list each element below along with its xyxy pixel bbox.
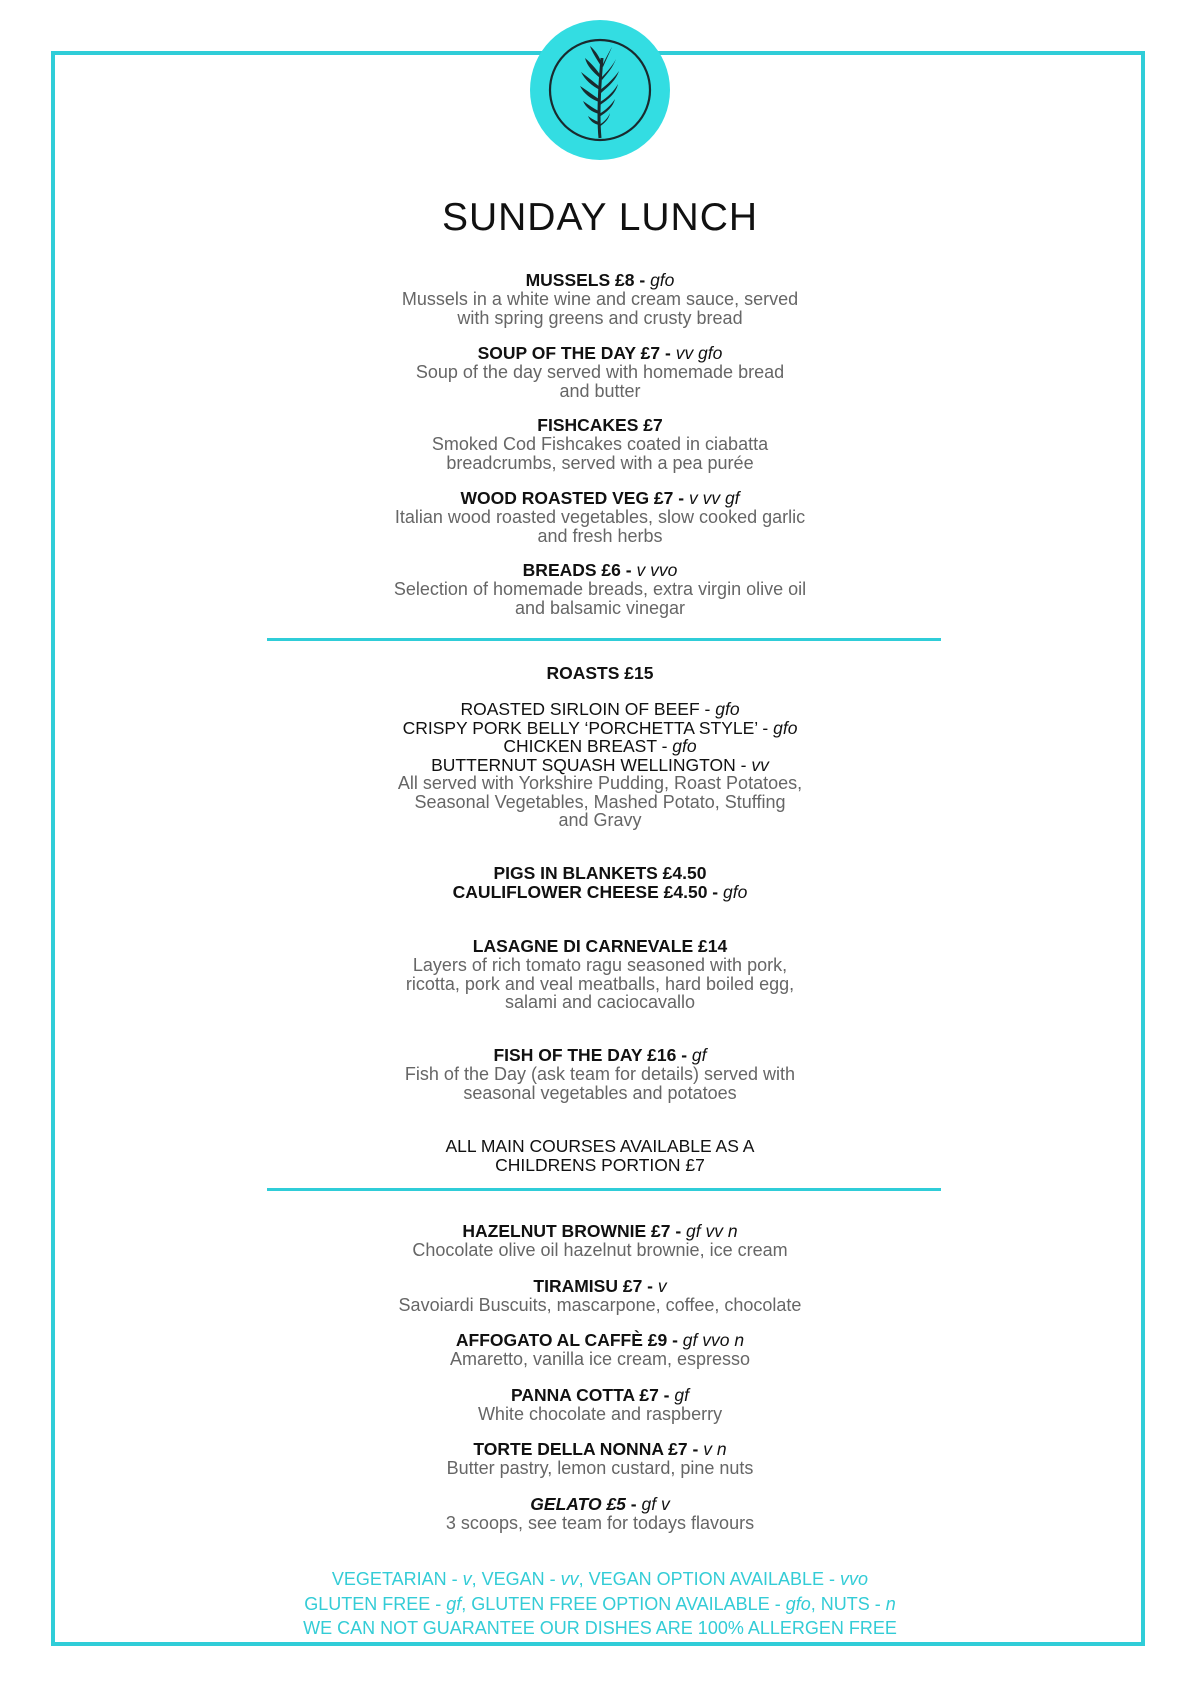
item-description: Layers of rich tomato ragu seasoned with pork, [412,955,788,975]
dessert-panna-cotta: PANNA COTTA £7 - gf White chocolate and raspberry [0,1386,1200,1424]
diet-tags: gf [674,1385,689,1405]
item-name: HAZELNUT BROWNIE £7 [462,1221,671,1241]
item-description: Mussels in a white wine and cream sauce, served [401,289,799,309]
item-name: TORTE DELLA NONNA £7 [473,1439,688,1459]
roast-item: CRISPY PORK BELLY ‘PORCHETTA STYLE’ [402,717,758,738]
item-description: Smoked Cod Fishcakes coated in ciabatta [431,434,769,454]
section-divider [267,1188,941,1191]
menu-item-fishcakes [0,416,1200,472]
roasts-description: Seasonal Vegetables, Mashed Potato, Stuffing [414,791,786,812]
allergen-line-diet: VEGETARIAN - v, VEGAN - vv, VEGAN OPTION AVAILABLE - vvo [331,1569,869,1589]
item-name: FISH OF THE DAY £16 [493,1045,677,1065]
menu-item-breads: BREADS £6 - v vvo Selection of homemade breads, extra virgin olive oil and balsamic vinegar [0,561,1200,617]
childrens-portion-note: ALL MAIN COURSES AVAILABLE AS A CHILDRENS PORTION £7 [445,1136,755,1175]
item-name: LASAGNE DI CARNEVALE £14 [472,936,728,956]
item-name: WOOD ROASTED VEG £7 [460,488,674,508]
item-name: FISHCAKES £7 [537,415,663,435]
diet-tags: gfo [650,270,675,290]
item-description: seasonal vegetables and potatoes [463,1082,737,1103]
diet-tags: gf [691,1045,707,1065]
diet-tags: v vvo [636,560,678,580]
item-description: 3 scoops, see team for todays flavours [445,1513,755,1533]
item-description: Soup of the day served with homemade bread [415,362,785,382]
logo [530,20,670,160]
diet-tags: vv [751,754,769,775]
dessert-tiramisu: TIRAMISU £7 - v Savoiardi Buscuits, mascarpone, coffee, chocolate [0,1277,1200,1315]
roasts-section [0,664,1200,683]
side-item: PIGS IN BLANKETS £4.50 [493,863,707,883]
item-name: TIRAMISU £7 [533,1276,643,1296]
item-description: Fish of the Day (ask team for details) served with [404,1064,796,1084]
diet-tags: v n [703,1439,727,1459]
diet-tags: gf vvo n [682,1330,745,1350]
dessert-affogato: AFFOGATO AL CAFFÈ £9 - gf vvo n Amaretto, vanilla ice cream, espresso [0,1331,1200,1369]
item-description: Butter pastry, lemon custard, pine nuts [446,1458,754,1478]
item-description: and fresh herbs [537,525,663,546]
item-name: BREADS £6 [522,560,621,580]
roasts-list: ROASTED SIRLOIN OF BEEF - gfo CRISPY PORK BELLY ‘PORCHETTA STYLE’ - gfo CHICKEN BREAST - gfo BUTTERNUT SQUASH WELLINGTON - vv All served with Yorkshire Pudding, Roast Potatoes, Seasonal Vegetables, Mashed Potato, Stuffing and Gravy [0,700,1200,830]
allergen-line-gluten: GLUTEN FREE - gf, GLUTEN FREE OPTION AVAILABLE - gfo, NUTS - n [304,1593,896,1614]
item-name: GELATO £5 [530,1494,626,1514]
menu-item-fish-of-the-day: FISH OF THE DAY £16 - gf Fish of the Day (ask team for details) served with seasonal vegetables and potatoes [0,1046,1200,1102]
menu-item-lasagne [0,937,1200,1012]
roasts-heading: ROASTS £15 [546,663,654,683]
item-description: ricotta, pork and veal meatballs, hard boiled egg, [405,973,795,994]
diet-tags: vv gfo [675,343,723,363]
allergen-key [0,1567,1200,1641]
diet-tags: gfo [715,699,740,719]
item-description: breadcrumbs, served with a pea purée [446,452,754,473]
diet-tags: v vv gf [688,488,740,508]
item-name: SOUP OF THE DAY £7 [477,343,661,363]
item-description: and balsamic vinegar [514,597,686,618]
diet-tags: gfo [723,882,748,902]
item-description: Selection of homemade breads, extra virgin olive oil [393,579,807,599]
dessert-torte-della-nonna: TORTE DELLA NONNA £7 - v n Butter pastry, lemon custard, pine nuts [0,1440,1200,1478]
dessert-gelato: GELATO £5 - gf v 3 scoops, see team for todays flavours [0,1495,1200,1533]
menu-item-soup: SOUP OF THE DAY £7 - vv gfo Soup of the day served with homemade bread and butter [0,344,1200,400]
item-description: White chocolate and raspberry [477,1404,723,1424]
roast-item: ROASTED SIRLOIN OF BEEF [460,699,700,719]
item-description: Amaretto, vanilla ice cream, espresso [449,1349,751,1369]
side-item: CAULIFLOWER CHEESE £4.50 [452,882,708,902]
item-name: AFFOGATO AL CAFFÈ £9 [455,1330,668,1350]
dessert-hazelnut-brownie: HAZELNUT BROWNIE £7 - gf vv n Chocolate olive oil hazelnut brownie, ice cream [0,1222,1200,1260]
rosemary-sprig-icon [530,20,670,160]
diet-tags: gfo [773,717,798,738]
diet-tags: v [657,1276,667,1296]
item-description: Italian wood roasted vegetables, slow cooked garlic [394,507,806,527]
roast-item: BUTTERNUT SQUASH WELLINGTON [431,754,736,775]
item-description: Savoiardi Buscuits, mascarpone, coffee, chocolate [398,1295,802,1315]
sides-section: PIGS IN BLANKETS £4.50 CAULIFLOWER CHEESE £4.50 - gfo [452,863,748,902]
roasts-description: All served with Yorkshire Pudding, Roast Potatoes, [397,773,803,793]
allergen-disclaimer: WE CAN NOT GUARANTEE OUR DISHES ARE 100% ALLERGEN FREE [303,1618,897,1638]
item-name: MUSSELS £8 [525,270,635,290]
menu-item-mussels: MUSSELS £8 - gfo Mussels in a white wine and cream sauce, served with spring greens and crusty bread [0,271,1200,327]
roasts-description: and Gravy [558,810,642,830]
item-description: salami and caciocavallo [504,992,696,1012]
item-description: Chocolate olive oil hazelnut brownie, ice cream [412,1240,788,1260]
item-description: and butter [559,380,641,401]
diet-tags: gf vv n [686,1221,738,1241]
page-title: SUNDAY LUNCH [441,196,759,239]
item-name: PANNA COTTA £7 [511,1385,659,1405]
roast-item: CHICKEN BREAST [503,736,657,756]
diet-tags: gfo [672,736,697,756]
item-description: with spring greens and crusty bread [457,307,743,328]
diet-tags: gf v [641,1494,670,1514]
menu-item-roasted-veg: WOOD ROASTED VEG £7 - v vv gf Italian wood roasted vegetables, slow cooked garlic and fresh herbs [0,489,1200,545]
section-divider [267,638,941,641]
